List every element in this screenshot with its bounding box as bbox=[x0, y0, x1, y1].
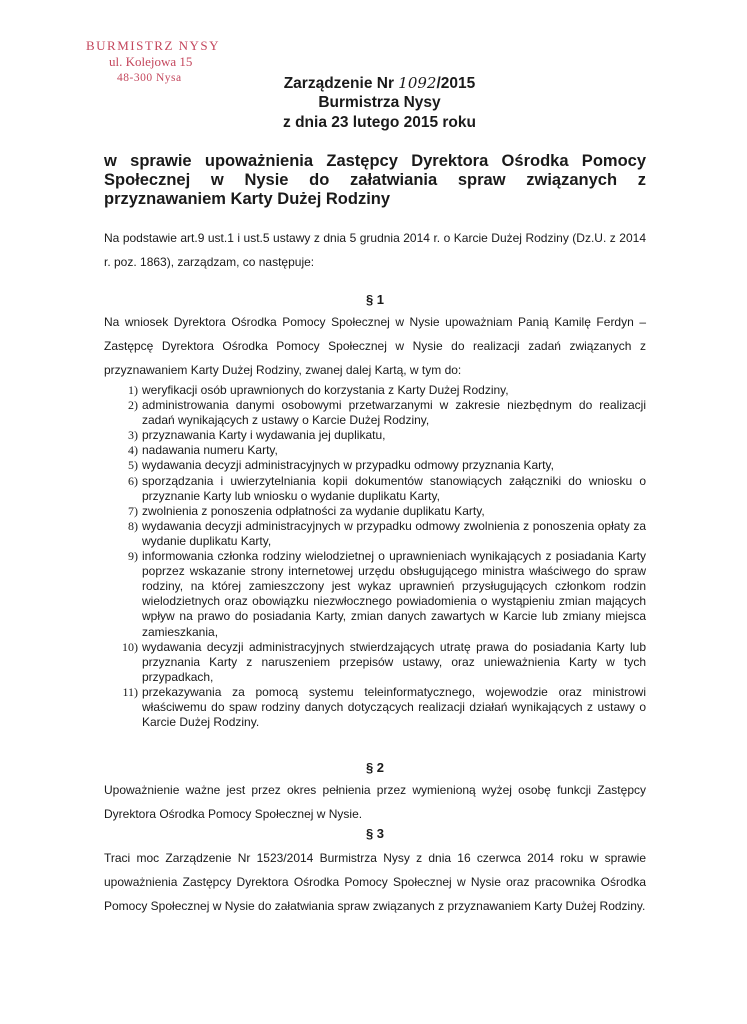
list-item bbox=[104, 383, 646, 398]
handwritten-number: 1092 bbox=[398, 74, 437, 92]
list-item-text: wydawania decyzji administracyjnych w przypadku odmowy zwolnienia z ponoszenia opłaty za wydanie duplikatu Karty, bbox=[142, 518, 646, 548]
list-item-text: wydawania decyzji administracyjnych stwierdzających utratę prawa do posiadania Karty lub przyznania Karty z naruszeniem przepisów ustawy, oraz unieważnienia Karty w tych przypadkach, bbox=[142, 639, 646, 684]
list-item bbox=[104, 685, 646, 730]
section-1-intro: Na wniosek Dyrektora Ośrodka Pomocy Społecznej w Nysie upoważniam Panią Kamilę Ferdyn – Zastępcę Dyrektora Ośrodka Pomocy Społecznej w Nysie do realizacji zadań związanych z przyznawaniem Karty Dużej Rodziny, zwanej dalej Kartą, w tym do: bbox=[104, 315, 646, 377]
title-year: /2015 bbox=[436, 75, 476, 92]
list-item bbox=[104, 640, 646, 685]
list-item-number: 5) bbox=[128, 458, 138, 473]
title-prefix: Zarządzenie Nr bbox=[283, 75, 399, 92]
list-item-text: nadawania numeru Karty, bbox=[142, 443, 278, 458]
list-item-number: 4) bbox=[128, 443, 138, 458]
section-3-heading: § 3 bbox=[365, 826, 385, 841]
list-item bbox=[104, 504, 646, 519]
list-item bbox=[104, 458, 646, 473]
list-item-text: przekazywania za pomocą systemu teleinformatycznego, wojewodzie oraz ministrowi właściwemu do spaw rodziny danych dotyczących realizacji działań wynikających z ustawy o Karcie Dużej Rodziny. bbox=[142, 684, 646, 730]
list-item bbox=[104, 398, 646, 428]
section-2-text: Upoważnienie ważne jest przez okres pełnienia przez wymienioną wyżej osobę funkcji Zastępcy Dyrektora Ośrodka Pomocy Społecznej w Nysie. bbox=[104, 783, 646, 821]
document-title bbox=[6, 74, 747, 93]
stamp-line-street: ul. Kolejowa 15 bbox=[109, 54, 193, 69]
list-item bbox=[104, 428, 646, 443]
list-item bbox=[104, 474, 646, 504]
list-item-text: zwolnienia z ponoszenia odpłatności za wydanie duplikatu Karty, bbox=[142, 503, 485, 518]
list-item bbox=[104, 519, 646, 549]
list-item-number: 6) bbox=[128, 473, 138, 488]
list-item-number: 9) bbox=[128, 549, 138, 564]
document-subject: w sprawie upoważnienia Zastępcy Dyrektora Ośrodka Pomocy Społecznej w Nysie do załatwiania spraw związanych z przyznawaniem Karty Dużej Rodziny bbox=[104, 152, 646, 208]
section-1-heading: § 1 bbox=[365, 292, 385, 307]
list-item-text: weryfikacji osób uprawnionych do korzystania z Karty Dużej Rodziny, bbox=[142, 383, 509, 397]
list-item-text: sporządzania i uwierzytelniania kopii dokumentów stanowiących załączniki do wniosku o przyznanie Karty lub wniosku o wydanie duplikatu Karty, bbox=[142, 473, 646, 503]
document-date: z dnia 23 lutego 2015 roku bbox=[283, 114, 476, 131]
list-item-number: 11) bbox=[122, 684, 138, 699]
list-item-number: 3) bbox=[128, 428, 138, 443]
authorization-list bbox=[104, 383, 646, 730]
list-item-text: przyznawania Karty i wydawania jej duplikatu, bbox=[142, 428, 386, 443]
list-item-number: 7) bbox=[128, 503, 138, 518]
section-2-heading: § 2 bbox=[365, 760, 385, 775]
stamp-line-office: BURMISTRZ NYSY bbox=[86, 38, 221, 53]
list-item-number: 2) bbox=[128, 398, 138, 413]
list-item-text: administrowania danymi osobowymi przetwarzanymi w zakresie niezbędnym do realizacji zadań wynikających z ustawy o Karcie Dużej Rodziny, bbox=[142, 398, 646, 428]
list-item-number: 10) bbox=[122, 639, 138, 654]
list-item-number: 1) bbox=[128, 383, 138, 397]
list-item-number: 8) bbox=[128, 518, 138, 533]
legal-basis: Na podstawie art.9 ust.1 i ust.5 ustawy z dnia 5 grudnia 2014 r. o Karcie Dużej Rodziny (Dz.U. z 2014 r. poz. 1863), zarządzam, co następuje: bbox=[104, 231, 646, 269]
list-item-text: informowania członka rodziny wielodzietnej o uprawnieniach wynikających z posiadania Karty poprzez wskazanie strony internetowej urzędu obsługującego ministra właściwego do spraw rodziny, na której zamieszczony jest wykaz uprawnień przysługujących członkom rodzin wielodzietnych oraz obowiązku niezwłocznego powiadomienia o wystąpieniu zmian mających wpływ na prawo do posiadania Karty, zmian danych zawartych w Karcie lub zmiany miejsca zamieszkania, bbox=[142, 549, 646, 639]
stamp-line-city: 48-300 Nysa bbox=[117, 72, 182, 84]
document-issuer: Burmistrza Nysy bbox=[318, 94, 441, 111]
list-item-text: wydawania decyzji administracyjnych w przypadku odmowy przyznania Karty, bbox=[142, 458, 554, 473]
list-item bbox=[104, 443, 646, 458]
section-3-text: Traci moc Zarządzenie Nr 1523/2014 Burmistrza Nysy z dnia 16 czerwca 2014 roku w sprawie upoważnienia Zastępcy Dyrektora Ośrodka Pomocy Społecznej w Nysie oraz pracownika Ośrodka Pomocy Społecznej w Nysie do załatwiania spraw związanych z przyznawaniem Karty Dużej Rodziny. bbox=[104, 851, 646, 913]
list-item bbox=[104, 549, 646, 640]
